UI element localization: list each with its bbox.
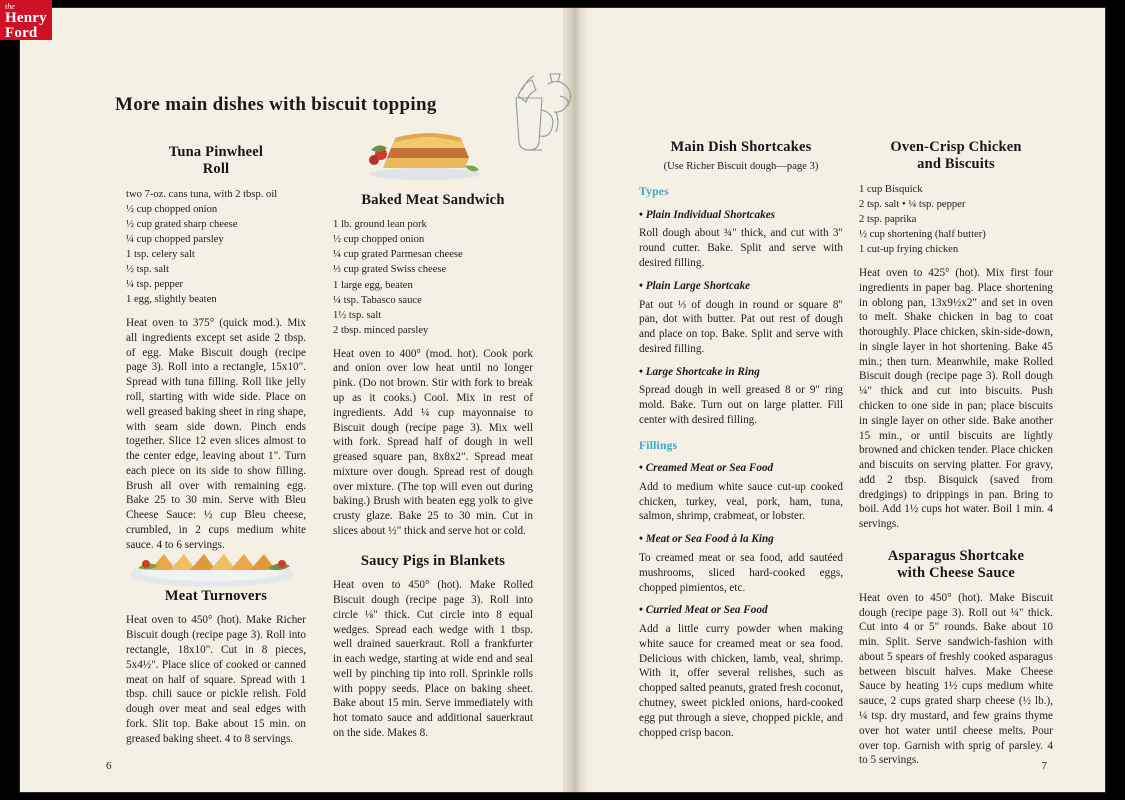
filling-text-creamed-meat-or-sea-food: Add to medium white sauce cut-up cooked chicken, turkey, veal, pork, ham, tuna, salmon, shrimp, crabmeat, or lobster.: [639, 480, 843, 523]
list-item: ½ cup chopped onion: [126, 203, 218, 215]
filling-name-curried-meat-or-sea-food: • Curried Meat or Sea Food: [639, 604, 768, 617]
recipe-method-tuna-pinwheel-roll: Heat oven to 375° (quick mod.). Mix all ingredients except set aside 2 tbsp. of egg. Make Biscuit dough (recipe page 3). Roll into a rectangle, 15x10". Spread with tuna filling. Roll like jelly roll, starting with wide side. Place on well greased baking sheet in ring shape, with seam side down. Pinch ends together. Slice 12 even slices almost to the center edge, leaving about 1". Turn each piece on its side to show filling. Brush all over with remaining egg. Bake 25 to 30 min. Serve with Bleu Cheese Sauce: ½ cup Bleu cheese, crumbled, in 2 cups medium white sauce. 4 to 6 servings.: [126, 317, 306, 551]
list-item: 1 lb. ground lean pork: [333, 219, 427, 231]
filling-name-meat-or-sea-food-a-la-king: • Meat or Sea Food à la King: [639, 533, 774, 546]
section-title-main-dish-shortcakes: Main Dish Shortcakes: [670, 139, 812, 155]
right-page: [587, 16, 1105, 800]
recipe-method-saucy-pigs-in-blankets: Heat oven to 450° (hot). Make Rolled Biscuit dough (recipe page 3). Roll into circle ⅛" thick. Cut circle into 8 equal wedges. Spread each wedge with 1 tbsp. well drained sauerkraut. Roll a frankfurter in each wedge, starting at wide end and seal well by pinching tip into roll. Sprinkle rolls with poppy seeds. Place on baking sheet. Bake about 15 min. Serve immediately with hot tomato sauce and additional sauerkraut on the side. Makes 8.: [333, 579, 533, 739]
list-item: ¼ cup chopped parsley: [126, 233, 224, 245]
ingredient-list-tuna-pinwheel-roll: [126, 187, 306, 307]
baked-meat-sandwich-illustration: [365, 124, 485, 182]
list-item: ½ cup shortening (half butter): [859, 228, 986, 240]
recipe-method-oven-crisp-chicken: Heat oven to 425° (hot). Mix first four ingredients in paper bag. Place shortening in oblong pan, 13x9½x2" and set in oven to melt. Shake chicken in bag to coat thoroughly. Place chicken, skin-side-down, in single layer in hot shortening. Bake 45 min.; then turn. Meanwhile, make Rolled Biscuit dough (recipe page 3). Roll dough ¼" thick and cut into biscuits. Push chicken to one side in pan; place biscuits in single layer on other side. Bake another 15 min., or until biscuits are lightly browned and chicken tender. Place chicken and biscuits on serving platter. For gravy, add 2 tbsp. Bisquick (saved from dredgings) to drippings in pan. Bring to boil. Add 1½ cups hot water. Boil 1 min. 4 servings.: [859, 266, 1053, 531]
page-title: More main dishes with biscuit topping: [115, 94, 437, 115]
list-item: ¼ cup grated Parmesan cheese: [333, 249, 463, 261]
subsection-fillings-label: Fillings: [639, 438, 678, 452]
list-item: 1 large egg, beaten: [333, 279, 413, 291]
logo-line-the: the: [5, 2, 15, 11]
recipe-method-asparagus-shortcake: Heat oven to 450° (hot). Make Biscuit dough (recipe page 3). Roll out ¼" thick. Cut into 4 or 5" rounds. Bake about 10 min. Split. Serve sandwich-fashion with about 5 spears of freshly cooked asparagus between biscuit halves. Make Cheese Sauce by heating 1½ cups medium white sauce, 2 cups grated sharp cheese (½ lb.), ¼ tsp. dry mustard, and few grains thyme over hot water until cheese melts. Pour over top. Garnish with sprig of parsley. 4 to 5 servings.: [859, 591, 1053, 767]
list-item: ½ tsp. salt: [126, 263, 169, 275]
recipe-title-tuna-pinwheel-roll: Tuna Pinwheel Roll: [168, 144, 264, 178]
list-item: 2 tsp. paprika: [859, 213, 917, 225]
type-text-plain-large-shortcake: Pat out ⅓ of dough in round or square 8" pan, dot with butter. Pat out rest of dough and place on top. Bake. Split and serve with desired filling.: [639, 298, 843, 355]
page-number-left: 6: [106, 760, 112, 772]
filling-name-creamed-meat-or-sea-food: • Creamed Meat or Sea Food: [639, 462, 774, 475]
list-item: ½ cup grated sharp cheese: [126, 218, 238, 230]
third-column: [639, 139, 843, 748]
list-item: ¼ tsp. pepper: [126, 278, 184, 290]
recipe-title-meat-turnovers: Meat Turnovers: [164, 588, 268, 604]
logo-line-ford: Ford: [5, 25, 38, 42]
shortcakes-dough-note: (Use Richer Biscuit dough—page 3): [663, 161, 819, 173]
type-name-plain-large-shortcake: • Plain Large Shortcake: [639, 279, 751, 292]
list-item: ⅓ cup grated Swiss cheese: [333, 264, 447, 276]
subsection-types-label: Types: [639, 185, 669, 199]
list-item: ¼ tsp. Tabasco sauce: [333, 294, 422, 306]
list-item: 1½ tsp. salt: [333, 309, 382, 321]
type-name-large-shortcake-in-ring: • Large Shortcake in Ring: [639, 365, 760, 378]
recipe-title-asparagus-shortcake: Asparagus Shortcake with Cheese Sauce: [887, 548, 1025, 582]
cruet-and-teapot-illustration: [500, 66, 580, 158]
recipe-title-oven-crisp-chicken-and-biscuits: Oven-Crisp Chicken and Biscuits: [890, 139, 1022, 173]
type-name-plain-individual-shortcakes: • Plain Individual Shortcakes: [639, 208, 776, 221]
second-column: [333, 192, 533, 749]
list-item: 1 cut-up frying chicken: [859, 243, 959, 255]
list-item: ½ cup chopped onion: [333, 234, 425, 246]
recipe-method-baked-meat-sandwich: Heat oven to 400° (mod. hot). Cook pork and onion over low heat until no longer pink. (Do not brown. Stir with fork to break up as it cooks.) Cool. Mix in rest of ingredients. Add ¼ cup mayonnaise to Biscuit dough (recipe page 3). Mix well with fork. Spread half of dough in well greased square pan, 8x8x2". Spread meat mixture over dough. Spread rest of dough over mixture. (The top will even out during baking.) Brush with beaten egg yolk to give crusty glaze. Bake 25 to 30 min. Cut in slices about ½" thick and serve hot or cold.: [333, 347, 533, 538]
type-text-large-shortcake-in-ring: Spread dough in well greased 8 or 9" ring mold. Bake. Turn out on large platter. Fill center with desired filling.: [639, 384, 843, 427]
ingredient-list-baked-meat-sandwich: [333, 217, 533, 337]
logo-line-henry: Henry: [5, 10, 47, 27]
list-item: 1 tsp. celery salt: [126, 248, 195, 260]
recipe-method-meat-turnovers: Heat oven to 450° (hot). Make Richer Biscuit dough (recipe page 3). Roll into rectangle, 18x10". Cut in 8 pieces, 5x4½". Place slice of cooked or canned meat on half of square. Spread with 1 tbsp. chili sauce or pickle relish. Fold dough over meat and seal edges with fork. Slit top. Bake about 15 min. on greased baking sheet. 4 to 8 servings.: [126, 614, 306, 745]
ingredient-list-oven-crisp-chicken: [859, 182, 1053, 257]
type-text-plain-individual-shortcakes: Roll dough about ¾" thick, and cut with 3" round cutter. Bake. Split and serve with desired filling.: [639, 227, 843, 269]
recipe-title-saucy-pigs-in-blankets: Saucy Pigs in Blankets: [360, 552, 506, 569]
list-item: 1 egg, slightly beaten: [126, 294, 217, 305]
left-column-lower: [126, 588, 306, 754]
henry-ford-logo: [0, 0, 52, 40]
open-book-spread: [20, 8, 1105, 792]
page-number-right: 7: [1041, 760, 1047, 772]
filling-text-curried-meat-or-sea-food: Add a little curry powder when making white sauce for creamed meat or sea food. Delicious with chicken, lamb, veal, shrimp. With it, offer several relishes, such as chopped salted peanuts, grated fresh coconut, chutney, sweet pickled onions, hard-cooked egg put through a sieve, chopped pickle, and chopped crisp bacon.: [639, 623, 843, 739]
list-item: 1 cup Bisquick: [859, 183, 923, 195]
list-item: 2 tbsp. minced parsley: [333, 324, 429, 336]
fourth-column: [859, 139, 1053, 776]
recipe-title-baked-meat-sandwich: Baked Meat Sandwich: [361, 192, 505, 208]
list-item: 2 tsp. salt • ¼ tsp. pepper: [859, 198, 966, 210]
filling-text-meat-or-sea-food-a-la-king: To creamed meat or sea food, add sautéed mushrooms, sliced hard-cooked eggs, chopped pimientos, etc.: [639, 552, 843, 594]
list-item: two 7-oz. cans tuna, with 2 tbsp. oil: [126, 188, 278, 200]
left-column: [126, 144, 306, 561]
left-page: [40, 16, 563, 800]
